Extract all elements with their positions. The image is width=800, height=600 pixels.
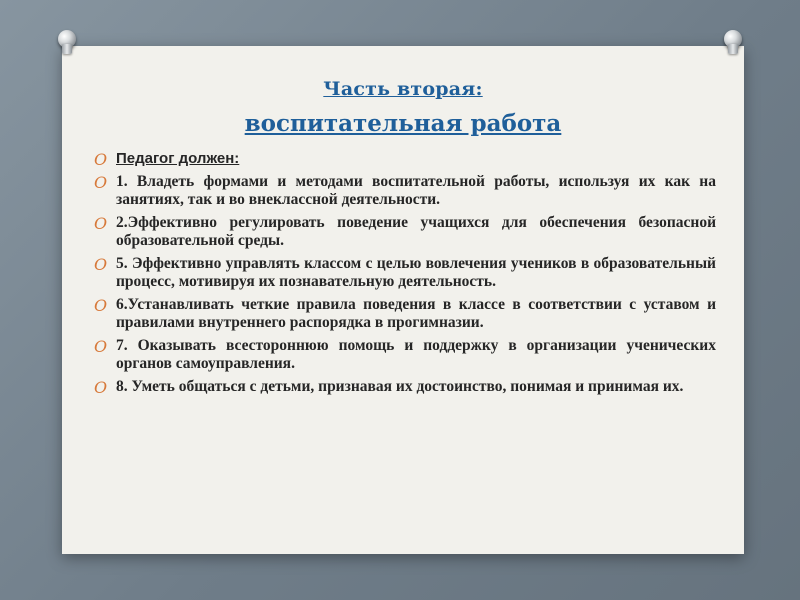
list-item-text: 2.Эффективно регулировать поведение учащихся для обеспечения безопасной образовательной среды. (116, 214, 716, 249)
list-item-text: 8. Уметь общаться с детьми, признавая их достоинство, понимая и принимая их. (116, 378, 684, 395)
bullet-icon: O (94, 337, 108, 356)
slide-card (62, 46, 744, 554)
list-item-text: Педагог должен: (116, 150, 240, 167)
bullet-icon: O (94, 255, 108, 274)
list-item (90, 337, 716, 373)
list-item (90, 173, 716, 209)
list-item-text: 7. Оказывать всестороннюю помощь и поддержку в организации ученических органов самоуправления. (116, 337, 716, 372)
list-item (90, 296, 716, 332)
list-item-text: 6.Устанавливать четкие правила поведения в классе в соответствии с уставом и правилами внутреннего распорядка в прогимназии. (116, 296, 716, 331)
list-item (90, 214, 716, 250)
bullet-icon: O (94, 378, 108, 397)
list-item-text: 1. Владеть формами и методами воспитательной работы, используя их как на занятиях, так и во внеклассной деятельности. (116, 173, 716, 208)
slide-title-line1: Часть вторая: (323, 78, 483, 100)
bullet-list (90, 150, 716, 401)
pushpin-icon (56, 30, 78, 56)
slide-title-line2: воспитательная работа (244, 110, 562, 137)
bullet-icon: O (94, 214, 108, 233)
list-item (90, 150, 716, 168)
list-item (90, 378, 716, 396)
pushpin-icon (722, 30, 744, 56)
bullet-icon: O (94, 296, 108, 315)
list-item (90, 255, 716, 291)
bullet-icon: O (94, 150, 108, 169)
list-item-text: 5. Эффективно управлять классом с целью вовлечения учеников в образовательный процесс, мотивируя их познавательную деятельность. (116, 255, 716, 290)
bullet-icon: O (94, 173, 108, 192)
